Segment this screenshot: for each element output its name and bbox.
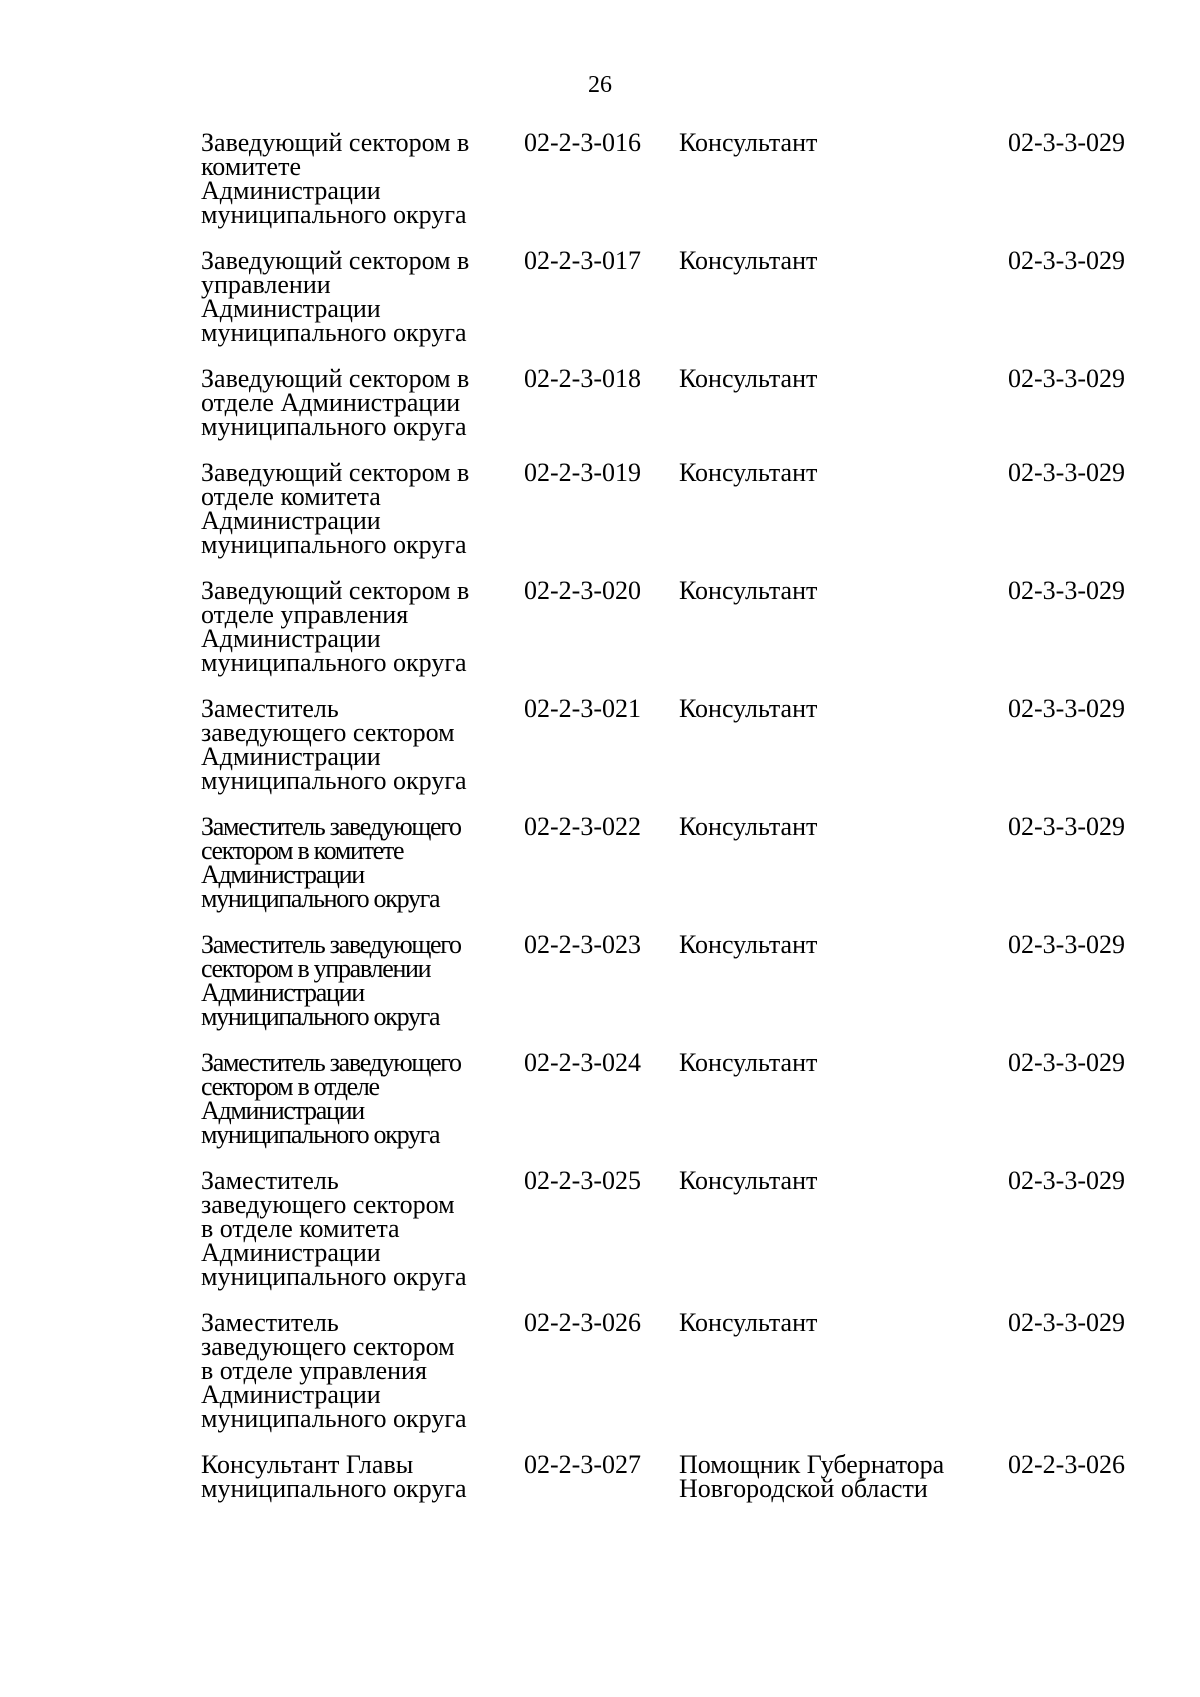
table-row — [0, 576, 1200, 697]
equivalent-code: 02-3-3-029 — [1008, 930, 1125, 959]
position-title — [201, 364, 501, 441]
table-row — [0, 1308, 1200, 1453]
position-title-line: заведующего сектором — [201, 1332, 455, 1361]
position-code: 02-2-3-019 — [524, 458, 641, 487]
equivalent-position — [679, 458, 818, 487]
position-title-line: Заместитель — [201, 694, 339, 723]
position-title-line: отделе Администрации — [201, 388, 461, 417]
position-title-line: Администрации — [201, 176, 381, 205]
position-title-line: муниципального округа — [201, 1120, 440, 1149]
equivalent-position-line: Консультант — [679, 1308, 818, 1337]
equivalent-code: 02-3-3-029 — [1008, 812, 1125, 841]
position-title — [201, 128, 501, 229]
position-title — [201, 1048, 501, 1149]
equivalent-code: 02-3-3-029 — [1008, 246, 1125, 275]
position-code: 02-2-3-022 — [524, 812, 641, 841]
table-row — [0, 458, 1200, 579]
position-title-line: Администрации — [201, 506, 381, 535]
position-title-line: Администрации — [201, 1380, 381, 1409]
position-title-line: сектором в комитете — [201, 836, 404, 865]
equivalent-code: 02-2-3-026 — [1008, 1450, 1125, 1479]
equivalent-position — [679, 246, 818, 275]
position-title-line: муниципального округа — [201, 318, 467, 347]
equivalent-code: 02-3-3-029 — [1008, 458, 1125, 487]
position-title-line: муниципального округа — [201, 1474, 467, 1503]
position-title-line: Заместитель заведующего — [201, 812, 461, 841]
position-title-line: муниципального округа — [201, 766, 467, 795]
table-row — [0, 930, 1200, 1051]
equivalent-position-line: Новгородской области — [679, 1474, 928, 1503]
equivalent-position — [679, 1048, 818, 1077]
equivalent-position — [679, 128, 818, 157]
position-title-line: Заведующий сектором в — [201, 458, 470, 487]
position-code: 02-2-3-026 — [524, 1308, 641, 1337]
position-title-line: Заместитель заведующего — [201, 930, 461, 959]
position-code: 02-2-3-024 — [524, 1048, 641, 1077]
equivalent-code: 02-3-3-029 — [1008, 1048, 1125, 1077]
equivalent-position-line: Консультант — [679, 812, 818, 841]
equivalent-code: 02-3-3-029 — [1008, 364, 1125, 393]
position-code: 02-2-3-016 — [524, 128, 641, 157]
table-row — [0, 1048, 1200, 1169]
position-title-line: Администрации — [201, 742, 381, 771]
equivalent-position-line: Консультант — [679, 930, 818, 959]
equivalent-position — [679, 1166, 818, 1195]
equivalent-position-line: Консультант — [679, 246, 818, 275]
position-title-line: муниципального округа — [201, 884, 440, 913]
positions-table — [0, 128, 1200, 1523]
equivalent-position — [679, 694, 818, 723]
equivalent-position-line: Консультант — [679, 364, 818, 393]
position-title-line: в отделе управления — [201, 1356, 427, 1385]
equivalent-position — [679, 1308, 818, 1337]
equivalent-position-line: Консультант — [679, 1166, 818, 1195]
position-title-line: Администрации — [201, 1096, 364, 1125]
position-title — [201, 694, 501, 795]
table-row — [0, 812, 1200, 933]
position-code: 02-2-3-025 — [524, 1166, 641, 1195]
table-row — [0, 364, 1200, 461]
page-number: 26 — [588, 72, 612, 98]
position-title-line: муниципального округа — [201, 530, 467, 559]
position-title-line: муниципального округа — [201, 1002, 440, 1031]
position-title-line: Администрации — [201, 294, 381, 323]
equivalent-position — [679, 364, 818, 393]
position-title — [201, 1166, 501, 1291]
position-title-line: отделе комитета — [201, 482, 381, 511]
position-title — [201, 1308, 501, 1433]
position-code: 02-2-3-020 — [524, 576, 641, 605]
equivalent-position-line: Помощник Губернатора — [679, 1450, 945, 1479]
equivalent-position-line: Консультант — [679, 458, 818, 487]
position-title-line: муниципального округа — [201, 1404, 467, 1433]
position-title-line: муниципального округа — [201, 1262, 467, 1291]
position-title — [201, 930, 501, 1031]
position-code: 02-2-3-017 — [524, 246, 641, 275]
position-code: 02-2-3-027 — [524, 1450, 641, 1479]
position-title-line: в отделе комитета — [201, 1214, 400, 1243]
table-row — [0, 128, 1200, 249]
position-title-line: отделе управления — [201, 600, 409, 629]
position-title-line: муниципального округа — [201, 200, 467, 229]
position-title — [201, 576, 501, 677]
equivalent-position — [679, 812, 818, 841]
position-title-line: муниципального округа — [201, 412, 467, 441]
equivalent-code: 02-3-3-029 — [1008, 1166, 1125, 1195]
position-title-line: заведующего сектором — [201, 1190, 455, 1219]
position-title-line: Администрации — [201, 978, 364, 1007]
position-title-line: комитете — [201, 152, 301, 181]
position-code: 02-2-3-023 — [524, 930, 641, 959]
equivalent-position-line: Консультант — [679, 694, 818, 723]
table-row — [0, 694, 1200, 815]
position-title-line: Заведующий сектором в — [201, 246, 470, 275]
position-title-line: Администрации — [201, 624, 381, 653]
position-title-line: управлении — [201, 270, 331, 299]
position-title-line: Заместитель — [201, 1166, 339, 1195]
equivalent-position-line: Консультант — [679, 128, 818, 157]
equivalent-code: 02-3-3-029 — [1008, 128, 1125, 157]
position-title-line: муниципального округа — [201, 648, 467, 677]
position-title — [201, 246, 501, 347]
table-row — [0, 1166, 1200, 1311]
position-title-line: сектором в управлении — [201, 954, 431, 983]
equivalent-position-line: Консультант — [679, 576, 818, 605]
position-title-line: Администрации — [201, 1238, 381, 1267]
position-title-line: Консультант Главы — [201, 1450, 414, 1479]
position-title-line: Заместитель — [201, 1308, 339, 1337]
equivalent-position — [679, 576, 818, 605]
equivalent-code: 02-3-3-029 — [1008, 1308, 1125, 1337]
position-code: 02-2-3-018 — [524, 364, 641, 393]
table-row — [0, 1450, 1200, 1523]
table-row — [0, 246, 1200, 367]
equivalent-code: 02-3-3-029 — [1008, 576, 1125, 605]
position-title-line: заведующего сектором — [201, 718, 455, 747]
equivalent-position — [679, 930, 818, 959]
position-code: 02-2-3-021 — [524, 694, 641, 723]
equivalent-code: 02-3-3-029 — [1008, 694, 1125, 723]
position-title — [201, 812, 501, 913]
equivalent-position — [679, 1450, 945, 1503]
position-title-line: Заведующий сектором в — [201, 576, 470, 605]
equivalent-position-line: Консультант — [679, 1048, 818, 1077]
position-title — [201, 1450, 501, 1503]
position-title-line: сектором в отделе — [201, 1072, 379, 1101]
position-title-line: Заместитель заведующего — [201, 1048, 461, 1077]
position-title-line: Заведующий сектором в — [201, 128, 470, 157]
position-title — [201, 458, 501, 559]
position-title-line: Администрации — [201, 860, 364, 889]
position-title-line: Заведующий сектором в — [201, 364, 470, 393]
